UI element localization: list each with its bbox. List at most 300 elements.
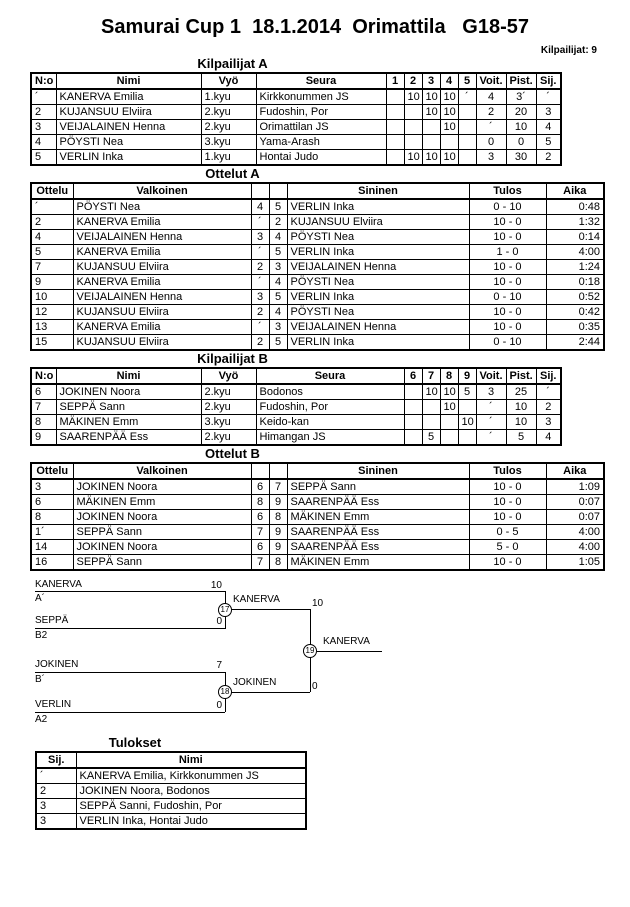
blue-number-cell: 3 (269, 320, 287, 335)
result-cell: 10 - 0 (469, 479, 546, 495)
competitor-number-cell: 5 (31, 150, 56, 166)
club-cell: Kirkkonummen JS (256, 89, 386, 105)
col-valkoinen-header: Valkoinen (73, 463, 251, 479)
kilpailijat-a-header-row (31, 73, 561, 89)
score-vs-3-cell: 10 (422, 89, 440, 105)
ottelut-b-heading: Ottelut B (205, 446, 260, 461)
wins-cell: 2 (476, 105, 506, 120)
col-1-header: 1 (386, 73, 404, 89)
col-ottelu-header: Ottelu (31, 183, 73, 199)
white-number-cell: 4 (251, 199, 269, 215)
club-cell: Keido-kan (256, 415, 404, 430)
bracket-line (35, 628, 225, 629)
score-vs-5-cell (458, 105, 476, 120)
white-name-cell: VEIJALAINEN Henna (73, 290, 251, 305)
white-name-cell: MÄKINEN Emm (73, 495, 251, 510)
time-cell: 1:05 (546, 555, 604, 571)
match-number-cell: 4 (31, 230, 73, 245)
col-sij-header: Sij. (536, 73, 561, 89)
final-name-cell: VERLIN Inka, Hontai Judo (76, 814, 306, 830)
match-19-badge: 19 (303, 644, 317, 658)
bracket-line (35, 672, 225, 673)
score-vs-2-cell: 10 (404, 150, 422, 166)
match-number-cell: 9 (31, 275, 73, 290)
blue-name-cell: PÖYSTI Nea (287, 305, 469, 320)
competitor-row (31, 430, 561, 446)
col-nimi-header: Nimi (76, 752, 306, 768)
score-vs-8-cell (440, 415, 458, 430)
score-vs-4-cell: 10 (440, 120, 458, 135)
white-name-cell: KANERVA Emilia (73, 320, 251, 335)
time-cell: 0:07 (546, 495, 604, 510)
final-place-cell: 3 (36, 799, 76, 814)
col-vyo-header: Vyö (201, 368, 256, 384)
kilpailijat-b-header-row (31, 368, 561, 384)
points-cell: 0 (506, 135, 536, 150)
match-row (31, 555, 604, 571)
result-cell: 1 - 0 (469, 245, 546, 260)
score-vs-1-cell (386, 135, 404, 150)
score-vs-7-cell: 5 (422, 430, 440, 446)
match-number-cell: 15 (31, 335, 73, 351)
match-number-cell: 2 (31, 215, 73, 230)
score-vs-4-cell: 10 (440, 150, 458, 166)
result-row (36, 799, 306, 814)
wins-cell: 3 (476, 384, 506, 400)
col-tulos-header: Tulos (469, 183, 546, 199)
belt-cell: 1.kyu (201, 89, 256, 105)
belt-cell: 3.kyu (201, 135, 256, 150)
bracket-sf2-competitor1-score: 7 (216, 660, 222, 671)
competitor-number-cell: ´ (31, 89, 56, 105)
match-row (31, 495, 604, 510)
match-number-cell: 12 (31, 305, 73, 320)
club-cell: Hontai Judo (256, 150, 386, 166)
col-2-header: 2 (404, 73, 422, 89)
white-name-cell: KANERVA Emilia (73, 215, 251, 230)
kilpailijat-b-table (30, 367, 562, 446)
match-number-cell: 3 (31, 479, 73, 495)
match-row (31, 335, 604, 351)
tulokset-header-row (36, 752, 306, 768)
competitor-number-cell: 7 (31, 400, 56, 415)
points-cell: 20 (506, 105, 536, 120)
ottelut-b-table (30, 462, 605, 571)
blue-name-cell: MÄKINEN Emm (287, 555, 469, 571)
bracket-sf2-competitor2-score: 0 (216, 700, 222, 711)
competitor-name-cell: VEIJALAINEN Henna (56, 120, 201, 135)
page-title: Samurai Cup 1 18.1.2014 Orimattila G18-57 (101, 16, 529, 38)
competitors-count-label: Kilpailijat: 9 (540, 45, 597, 56)
match-row (31, 275, 604, 290)
col-pist-header: Pist. (506, 73, 536, 89)
result-row (36, 784, 306, 799)
score-vs-2-cell (404, 135, 422, 150)
final-name-cell: SEPPÄ Sanni, Fudoshin, Por (76, 799, 306, 814)
score-vs-8-cell: 10 (440, 384, 458, 400)
score-vs-2-cell (404, 105, 422, 120)
score-vs-3-cell: 10 (422, 105, 440, 120)
competitor-number-cell: 4 (31, 135, 56, 150)
white-number-cell: 6 (251, 510, 269, 525)
place-cell: ´ (536, 89, 561, 105)
score-vs-6-cell (404, 400, 422, 415)
score-vs-5-cell (458, 150, 476, 166)
wins-cell: ´ (476, 120, 506, 135)
blue-name-cell: PÖYSTI Nea (287, 275, 469, 290)
result-cell: 5 - 0 (469, 540, 546, 555)
match-number-cell: 6 (31, 495, 73, 510)
competitor-number-cell: 2 (31, 105, 56, 120)
match-row (31, 290, 604, 305)
place-cell: 4 (536, 430, 561, 446)
competitor-number-cell: 6 (31, 384, 56, 400)
score-vs-7-cell (422, 400, 440, 415)
competitor-row (31, 120, 561, 135)
score-vs-4-cell: 10 (440, 89, 458, 105)
bracket-sf1-winner-name: KANERVA (233, 594, 280, 605)
white-number-cell: ´ (251, 320, 269, 335)
col-tulos-header: Tulos (469, 463, 546, 479)
kilpailijat-a-table (30, 72, 562, 166)
blue-name-cell: SEPPÄ Sann (287, 479, 469, 495)
col-4-header: 4 (440, 73, 458, 89)
blue-number-cell: 8 (269, 510, 287, 525)
time-cell: 2:44 (546, 335, 604, 351)
blue-name-cell: SAARENPÄÄ Ess (287, 525, 469, 540)
bracket-sf2-competitor1-name: JOKINEN (35, 659, 79, 670)
col-pist-header: Pist. (506, 368, 536, 384)
white-name-cell: KUJANSUU Elviira (73, 305, 251, 320)
place-cell: 2 (536, 150, 561, 166)
points-cell: 10 (506, 120, 536, 135)
col-8-header: 8 (440, 368, 458, 384)
col-seura-header: Seura (256, 368, 404, 384)
score-vs-5-cell (458, 120, 476, 135)
blue-number-cell: 9 (269, 540, 287, 555)
blue-name-cell: SAARENPÄÄ Ess (287, 495, 469, 510)
wins-cell: 0 (476, 135, 506, 150)
blue-number-cell: 4 (269, 305, 287, 320)
final-place-cell: ´ (36, 768, 76, 784)
col-sininen-header: Sininen (287, 183, 469, 199)
bracket-sf2-seed2: A2 (35, 714, 48, 725)
tulokset-table (35, 751, 307, 830)
white-number-cell: 6 (251, 540, 269, 555)
col-white-no-header (251, 183, 269, 199)
result-cell: 10 - 0 (469, 320, 546, 335)
points-cell: 5 (506, 430, 536, 446)
col-5-header: 5 (458, 73, 476, 89)
time-cell: 0:48 (546, 199, 604, 215)
place-cell: 4 (536, 120, 561, 135)
final-name-cell: KANERVA Emilia, Kirkkonummen JS (76, 768, 306, 784)
time-cell: 0:14 (546, 230, 604, 245)
match-number-cell: 8 (31, 510, 73, 525)
col-valkoinen-header: Valkoinen (73, 183, 251, 199)
bracket-line (35, 712, 225, 713)
blue-name-cell: VERLIN Inka (287, 290, 469, 305)
time-cell: 1:09 (546, 479, 604, 495)
score-vs-7-cell: 10 (422, 384, 440, 400)
wins-cell: ´ (476, 400, 506, 415)
competitor-name-cell: VERLIN Inka (56, 150, 201, 166)
time-cell: 4:00 (546, 245, 604, 260)
blue-name-cell: PÖYSTI Nea (287, 230, 469, 245)
time-cell: 1:32 (546, 215, 604, 230)
wins-cell: 3 (476, 150, 506, 166)
white-name-cell: KANERVA Emilia (73, 275, 251, 290)
result-cell: 10 - 0 (469, 215, 546, 230)
score-vs-1-cell (386, 150, 404, 166)
points-cell: 10 (506, 415, 536, 430)
score-vs-6-cell (404, 430, 422, 446)
col-nimi-header: Nimi (56, 73, 201, 89)
match-17-badge: 17 (218, 603, 232, 617)
bracket-line (225, 609, 310, 610)
ottelut-a-table (30, 182, 605, 351)
match-number-cell: ´ (31, 199, 73, 215)
score-vs-6-cell (404, 415, 422, 430)
competitor-row (31, 384, 561, 400)
match-row (31, 320, 604, 335)
score-vs-9-cell: 10 (458, 415, 476, 430)
result-cell: 10 - 0 (469, 275, 546, 290)
points-cell: 3´ (506, 89, 536, 105)
time-cell: 0:42 (546, 305, 604, 320)
result-row (36, 768, 306, 784)
result-cell: 10 - 0 (469, 510, 546, 525)
col-aika-header: Aika (546, 183, 604, 199)
match-number-cell: 14 (31, 540, 73, 555)
time-cell: 4:00 (546, 540, 604, 555)
time-cell: 0:35 (546, 320, 604, 335)
club-cell: Fudoshin, Por (256, 105, 386, 120)
kilpailijat-a-heading: Kilpailijat A (197, 56, 268, 71)
result-cell: 0 - 10 (469, 199, 546, 215)
ottelut-a-header-row (31, 183, 604, 199)
competitor-number-cell: 8 (31, 415, 56, 430)
blue-number-cell: 4 (269, 275, 287, 290)
blue-name-cell: VERLIN Inka (287, 245, 469, 260)
blue-number-cell: 8 (269, 555, 287, 571)
match-row (31, 245, 604, 260)
belt-cell: 2.kyu (201, 384, 256, 400)
competitor-row (31, 105, 561, 120)
match-number-cell: 16 (31, 555, 73, 571)
bracket-sf1-seed2: B2 (35, 630, 48, 641)
white-name-cell: SEPPÄ Sann (73, 525, 251, 540)
results-page (0, 16, 630, 830)
bracket-sf2-competitor2-name: VERLIN (35, 699, 72, 710)
bracket-sf2-winner-score: 0 (312, 681, 318, 692)
col-9-header: 9 (458, 368, 476, 384)
time-cell: 0:07 (546, 510, 604, 525)
white-number-cell: 6 (251, 479, 269, 495)
blue-name-cell: MÄKINEN Emm (287, 510, 469, 525)
blue-name-cell: VERLIN Inka (287, 199, 469, 215)
place-cell: 3 (536, 105, 561, 120)
blue-number-cell: 2 (269, 215, 287, 230)
belt-cell: 2.kyu (201, 105, 256, 120)
white-number-cell: 3 (251, 230, 269, 245)
col-aika-header: Aika (546, 463, 604, 479)
competitor-name-cell: SAARENPÄÄ Ess (56, 430, 201, 446)
club-cell: Yama-Arash (256, 135, 386, 150)
score-vs-9-cell: 5 (458, 384, 476, 400)
blue-number-cell: 4 (269, 230, 287, 245)
col-blue-no-header (269, 463, 287, 479)
time-cell: 0:52 (546, 290, 604, 305)
score-vs-4-cell (440, 135, 458, 150)
tulokset-heading: Tulokset (108, 735, 162, 750)
competitor-number-cell: 9 (31, 430, 56, 446)
bracket-final-winner-name: KANERVA (323, 636, 370, 647)
blue-name-cell: VERLIN Inka (287, 335, 469, 351)
result-cell: 10 - 0 (469, 305, 546, 320)
wins-cell: ´ (476, 415, 506, 430)
match-row (31, 540, 604, 555)
wins-cell: ´ (476, 430, 506, 446)
competitor-row (31, 135, 561, 150)
col-3-header: 3 (422, 73, 440, 89)
col-vyo-header: Vyö (201, 73, 256, 89)
col-sij-header: Sij. (36, 752, 76, 768)
bracket-line (225, 692, 310, 693)
blue-number-cell: 9 (269, 495, 287, 510)
match-number-cell: 7 (31, 260, 73, 275)
match-number-cell: 13 (31, 320, 73, 335)
score-vs-2-cell (404, 120, 422, 135)
time-cell: 0:18 (546, 275, 604, 290)
bracket-sf1-competitor1-score: 10 (210, 580, 222, 591)
place-cell: ´ (536, 384, 561, 400)
white-name-cell: PÖYSTI Nea (73, 199, 251, 215)
score-vs-2-cell: 10 (404, 89, 422, 105)
place-cell: 3 (536, 415, 561, 430)
white-name-cell: KUJANSUU Elviira (73, 335, 251, 351)
blue-name-cell: VEIJALAINEN Henna (287, 260, 469, 275)
col-7-header: 7 (422, 368, 440, 384)
points-cell: 10 (506, 400, 536, 415)
white-number-cell: 8 (251, 495, 269, 510)
score-vs-3-cell (422, 120, 440, 135)
competitor-row (31, 89, 561, 105)
bracket-sf1-seed1: A´ (35, 593, 45, 604)
time-cell: 4:00 (546, 525, 604, 540)
col-voit-header: Voit. (476, 73, 506, 89)
final-place-cell: 2 (36, 784, 76, 799)
score-vs-7-cell (422, 415, 440, 430)
col-seura-header: Seura (256, 73, 386, 89)
score-vs-5-cell (458, 135, 476, 150)
bracket-sf1-competitor2-score: 0 (216, 616, 222, 627)
result-cell: 0 - 10 (469, 290, 546, 305)
competitor-row (31, 400, 561, 415)
blue-name-cell: VEIJALAINEN Henna (287, 320, 469, 335)
result-cell: 10 - 0 (469, 230, 546, 245)
belt-cell: 2.kyu (201, 120, 256, 135)
competitor-name-cell: KUJANSUU Elviira (56, 105, 201, 120)
score-vs-5-cell: ´ (458, 89, 476, 105)
blue-number-cell: 7 (269, 479, 287, 495)
match-row (31, 305, 604, 320)
kilpailijat-b-heading: Kilpailijat B (197, 351, 268, 366)
blue-number-cell: 5 (269, 290, 287, 305)
match-row (31, 199, 604, 215)
competitor-name-cell: MÄKINEN Emm (56, 415, 201, 430)
match-number-cell: 1´ (31, 525, 73, 540)
wins-cell: 4 (476, 89, 506, 105)
competitor-name-cell: SEPPÄ Sann (56, 400, 201, 415)
result-cell: 10 - 0 (469, 260, 546, 275)
white-number-cell: 7 (251, 525, 269, 540)
bracket-sf1-competitor1-name: KANERVA (35, 579, 82, 590)
white-number-cell: ´ (251, 245, 269, 260)
blue-number-cell: 5 (269, 335, 287, 351)
blue-number-cell: 5 (269, 199, 287, 215)
competitor-name-cell: PÖYSTI Nea (56, 135, 201, 150)
bracket-sf1-winner-score: 10 (312, 598, 324, 609)
col-6-header: 6 (404, 368, 422, 384)
white-name-cell: SEPPÄ Sann (73, 555, 251, 571)
belt-cell: 2.kyu (201, 430, 256, 446)
club-cell: Himangan JS (256, 430, 404, 446)
result-row (36, 814, 306, 830)
time-cell: 1:24 (546, 260, 604, 275)
points-cell: 25 (506, 384, 536, 400)
col-no-header: N:o (31, 368, 56, 384)
score-vs-6-cell (404, 384, 422, 400)
white-name-cell: KANERVA Emilia (73, 245, 251, 260)
result-cell: 10 - 0 (469, 495, 546, 510)
bracket-line (35, 591, 225, 592)
score-vs-1-cell (386, 105, 404, 120)
white-number-cell: 2 (251, 305, 269, 320)
score-vs-8-cell (440, 430, 458, 446)
ottelut-a-heading: Ottelut A (205, 166, 260, 181)
col-ottelu-header: Ottelu (31, 463, 73, 479)
match-number-cell: 10 (31, 290, 73, 305)
bracket-sf2-winner-name: JOKINEN (233, 677, 277, 688)
blue-name-cell: KUJANSUU Elviira (287, 215, 469, 230)
place-cell: 2 (536, 400, 561, 415)
col-sininen-header: Sininen (287, 463, 469, 479)
match-row (31, 479, 604, 495)
club-cell: Fudoshin, Por (256, 400, 404, 415)
ottelut-b-header-row (31, 463, 604, 479)
white-name-cell: KUJANSUU Elviira (73, 260, 251, 275)
match-number-cell: 5 (31, 245, 73, 260)
match-row (31, 525, 604, 540)
white-name-cell: JOKINEN Noora (73, 510, 251, 525)
competitor-number-cell: 3 (31, 120, 56, 135)
belt-cell: 2.kyu (201, 400, 256, 415)
col-voit-header: Voit. (476, 368, 506, 384)
white-number-cell: 3 (251, 290, 269, 305)
match-row (31, 215, 604, 230)
score-vs-1-cell (386, 120, 404, 135)
competitor-row (31, 415, 561, 430)
place-cell: 5 (536, 135, 561, 150)
white-number-cell: ´ (251, 215, 269, 230)
club-cell: Bodonos (256, 384, 404, 400)
white-name-cell: VEIJALAINEN Henna (73, 230, 251, 245)
belt-cell: 1.kyu (201, 150, 256, 166)
blue-name-cell: SAARENPÄÄ Ess (287, 540, 469, 555)
belt-cell: 3.kyu (201, 415, 256, 430)
white-name-cell: JOKINEN Noora (73, 479, 251, 495)
